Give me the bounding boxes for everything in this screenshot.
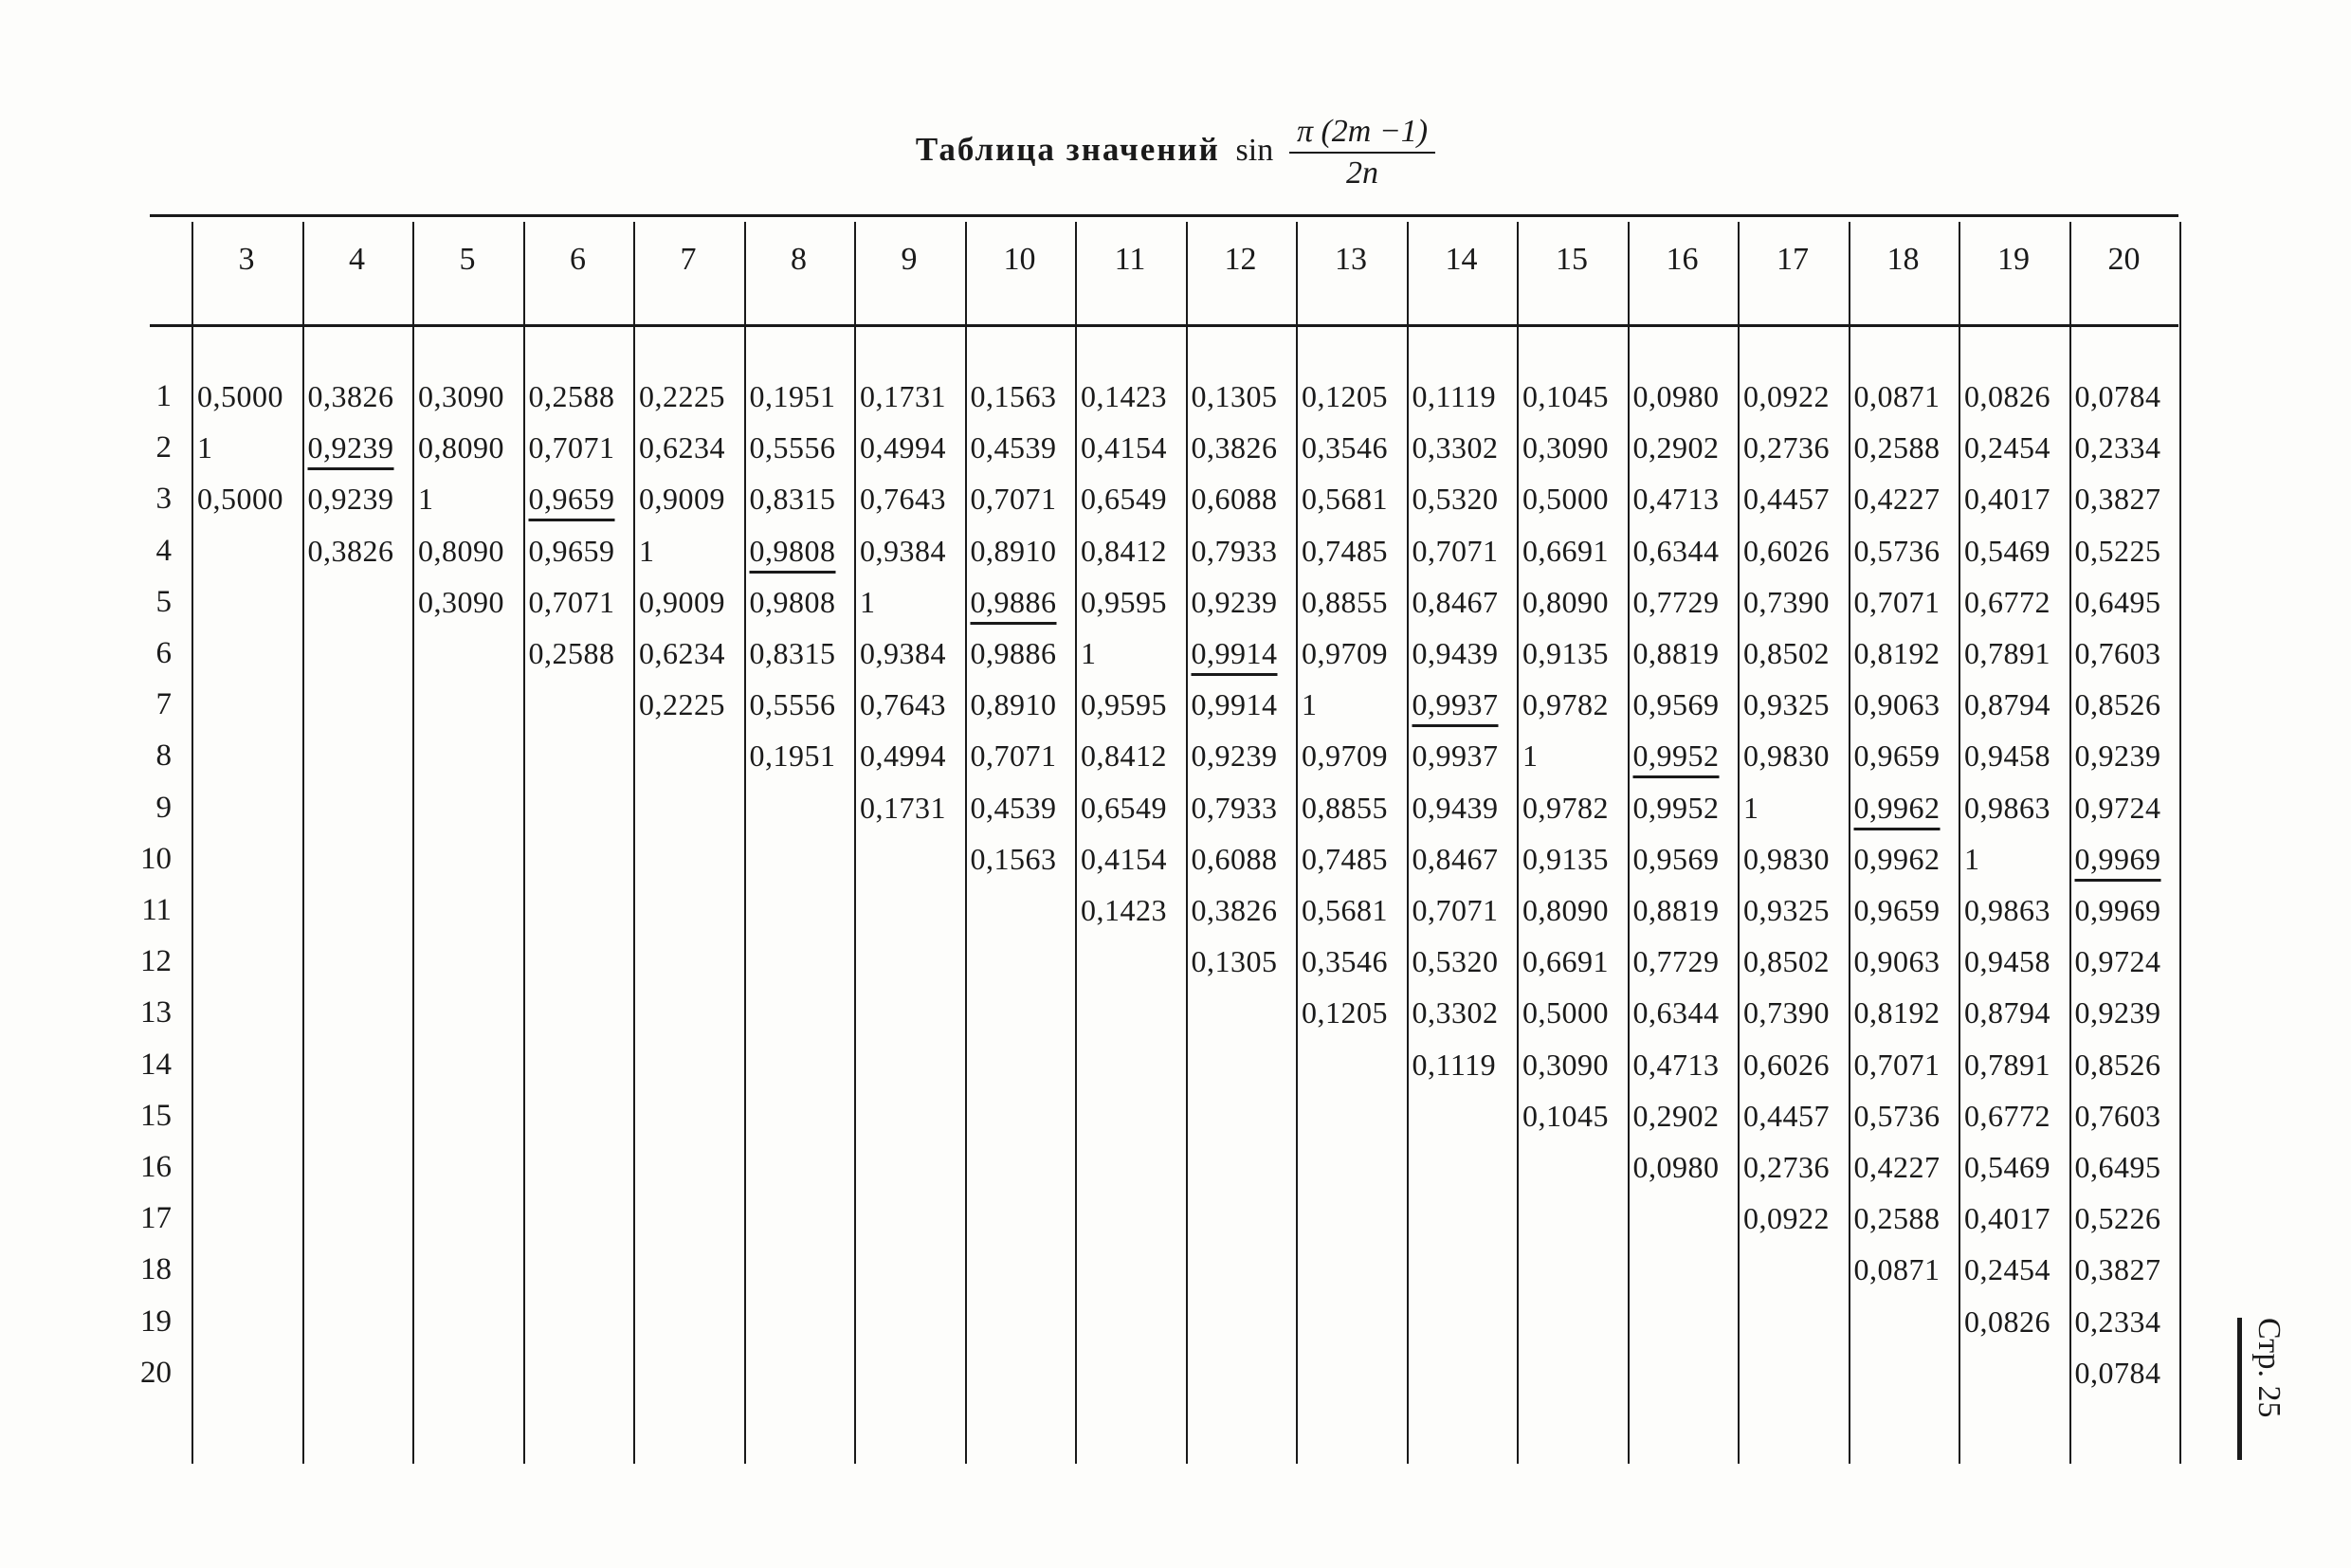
table-cell: 0,2334 — [2074, 1304, 2161, 1339]
table-cell: 0,7071 — [1412, 893, 1499, 927]
table-cell: 0,7933 — [1191, 533, 1278, 568]
table-cell: 0,8819 — [1632, 636, 1720, 670]
page-number-marker — [2237, 1318, 2294, 1460]
table-cell: 0,7390 — [1743, 995, 1830, 1030]
table-cell: 0,4227 — [1853, 1150, 1941, 1184]
table-cell: 0,1951 — [749, 379, 836, 413]
table-cell: 0,9659 — [1853, 738, 1941, 774]
table-cell: 0,0922 — [1743, 1201, 1830, 1236]
fraction-denominator: 2n — [1346, 155, 1379, 191]
table-cell: 0,1205 — [1302, 379, 1388, 413]
table-cell: 0,9439 — [1412, 790, 1499, 825]
table-cell: 0,6691 — [1522, 533, 1609, 568]
table-cell: 0,7603 — [2074, 1098, 2161, 1133]
table-cell: 0,5000 — [197, 482, 283, 517]
table-cell: 0,8855 — [1302, 584, 1388, 619]
table-top-rule — [150, 214, 2178, 217]
title-fraction — [1289, 114, 1435, 191]
table-cell: 0,8819 — [1632, 893, 1720, 927]
table-cell: 0,8467 — [1412, 841, 1499, 876]
table-cell: 0,0871 — [1853, 1252, 1941, 1287]
table-cell: 0,9724 — [2074, 790, 2161, 825]
table-cell: 0,4154 — [1081, 430, 1167, 465]
table-cell: 0,9937 — [1412, 687, 1499, 722]
table-cell: 0,9782 — [1522, 790, 1609, 825]
table-cell: 0,8090 — [418, 533, 504, 568]
table-cell: 0,5320 — [1412, 482, 1499, 517]
column-header-n-14: 14 — [1445, 242, 1478, 277]
row-label-m-4: 4 — [155, 533, 172, 568]
table-cell: 0,9969 — [2074, 893, 2161, 927]
table-cell: 0,8794 — [1964, 995, 2050, 1030]
table-cell: 0,7603 — [2074, 636, 2161, 670]
table-cell: 0,9569 — [1632, 687, 1720, 722]
table-cell: 1 — [1081, 636, 1097, 670]
table-cell: 0,1563 — [970, 379, 1057, 413]
column-header-n-11: 11 — [1114, 242, 1146, 277]
column-header-n-8: 8 — [791, 242, 807, 277]
table-cell: 0,4539 — [970, 430, 1057, 465]
table-cell: 0,8192 — [1853, 636, 1941, 670]
table-cell: 0,5681 — [1302, 482, 1388, 517]
table-cell: 0,9886 — [970, 636, 1057, 670]
row-label-m-17: 17 — [140, 1201, 172, 1236]
table-cell: 0,9239 — [2074, 995, 2161, 1030]
table-cell: 0,7485 — [1302, 841, 1388, 876]
table-cell: 0,7891 — [1964, 1047, 2050, 1082]
table-cell: 0,9569 — [1632, 841, 1720, 876]
row-label-m-16: 16 — [140, 1150, 172, 1184]
table-cell: 0,6691 — [1522, 944, 1609, 979]
table-cell: 0,6344 — [1632, 533, 1720, 568]
table-cell: 0,8467 — [1412, 584, 1499, 619]
table-cell: 0,8315 — [749, 482, 836, 517]
column-header-n-4: 4 — [349, 242, 365, 277]
table-cell: 0,2225 — [639, 687, 725, 722]
table-cell: 0,2588 — [528, 636, 615, 670]
table-cell: 0,8502 — [1743, 636, 1830, 670]
table-cell: 0,3826 — [307, 379, 394, 413]
table-cell: 0,9830 — [1743, 738, 1830, 774]
table-cell: 0,8412 — [1081, 738, 1167, 774]
table-cell: 0,9659 — [528, 533, 615, 568]
table-cell: 0,9595 — [1081, 584, 1167, 619]
table-cell: 0,1563 — [970, 841, 1057, 876]
row-label-m-2: 2 — [155, 430, 172, 465]
table-cell: 0,1423 — [1081, 893, 1167, 927]
table-cell: 0,0871 — [1853, 379, 1941, 413]
table-cell: 0,0980 — [1632, 1150, 1720, 1184]
title-text: Таблица значений — [915, 131, 1220, 169]
table-cell: 0,3302 — [1412, 430, 1499, 465]
table-cell: 0,2454 — [1964, 1252, 2050, 1287]
table-cell: 0,8412 — [1081, 533, 1167, 568]
column-header-n-20: 20 — [2107, 242, 2141, 277]
table-cell: 0,3826 — [1191, 430, 1278, 465]
table-cell: 0,9709 — [1302, 738, 1388, 774]
table-cell: 0,9135 — [1522, 841, 1609, 876]
table-cell: 0,9808 — [749, 584, 836, 619]
table-cell: 0,9914 — [1191, 636, 1278, 670]
table-cell: 0,1045 — [1522, 379, 1609, 413]
column-header-n-7: 7 — [680, 242, 697, 277]
table-cell: 0,5000 — [1522, 482, 1609, 517]
table-cell: 0,9709 — [1302, 636, 1388, 670]
table-cell: 0,9239 — [1191, 584, 1278, 619]
table-cell: 0,7071 — [528, 430, 615, 465]
table-cell: 0,9863 — [1964, 790, 2050, 825]
column-header-n-6: 6 — [570, 242, 586, 277]
table-cell: 0,4457 — [1743, 1098, 1830, 1133]
table-cell: 0,4017 — [1964, 482, 2050, 517]
table-cell: 0,6495 — [2074, 1150, 2161, 1184]
table-cell: 0,4994 — [860, 430, 946, 465]
table-cell: 0,2588 — [1853, 430, 1941, 465]
column-header-n-9: 9 — [901, 242, 918, 277]
table-cell: 0,6495 — [2074, 584, 2161, 619]
table-cell: 0,5469 — [1964, 1150, 2050, 1184]
table-cell: 0,8192 — [1853, 995, 1941, 1030]
table-cell: 1 — [1964, 841, 1980, 876]
table-cell: 0,2588 — [528, 379, 615, 413]
table-cell: 0,9969 — [2074, 841, 2161, 876]
table-cell: 0,0826 — [1964, 1304, 2050, 1339]
table-cell: 0,2334 — [2074, 430, 2161, 465]
table-cell: 0,7071 — [970, 738, 1057, 774]
table-cell: 0,1045 — [1522, 1098, 1609, 1133]
table-cell: 0,0784 — [2074, 379, 2161, 413]
table-cell: 0,6549 — [1081, 790, 1167, 825]
table-cell: 0,1423 — [1081, 379, 1167, 413]
table-cell: 0,8090 — [1522, 584, 1609, 619]
page-number: Стр. 25 — [2251, 1318, 2287, 1418]
table-cell: 0,9439 — [1412, 636, 1499, 670]
column-divider — [2179, 222, 2181, 1464]
table-cell: 0,7933 — [1191, 790, 1278, 825]
table-cell: 0,3546 — [1302, 430, 1388, 465]
table-cell: 0,7071 — [528, 584, 615, 619]
table-cell: 0,8526 — [2074, 1047, 2161, 1082]
row-label-m-1: 1 — [155, 379, 172, 413]
table-cell: 1 — [1743, 790, 1759, 825]
table-cell: 0,9458 — [1964, 944, 2050, 979]
table-cell: 0,1305 — [1191, 379, 1278, 413]
table-cell: 0,2902 — [1632, 1098, 1720, 1133]
row-label-m-12: 12 — [140, 944, 172, 979]
column-header-n-19: 19 — [1997, 242, 2030, 277]
table-cell: 0,6234 — [639, 636, 725, 670]
table-cell: 0,2225 — [639, 379, 725, 413]
table-cell: 0,5000 — [197, 379, 283, 413]
table-cell: 1 — [639, 533, 655, 568]
row-label-m-5: 5 — [155, 584, 172, 619]
column-header-n-13: 13 — [1335, 242, 1367, 277]
row-label-m-7: 7 — [155, 687, 172, 722]
table-cell: 0,0826 — [1964, 379, 2050, 413]
table-cell: 0,2736 — [1743, 1150, 1830, 1184]
table-cell: 0,8090 — [418, 430, 504, 465]
table-cell: 0,8526 — [2074, 687, 2161, 722]
table-cell: 0,7891 — [1964, 636, 2050, 670]
table-cell: 0,0784 — [2074, 1355, 2161, 1390]
table-cell: 0,5736 — [1853, 533, 1941, 568]
table-cell: 0,9937 — [1412, 738, 1499, 774]
table-cell: 0,8090 — [1522, 893, 1609, 927]
column-header-n-3: 3 — [238, 242, 255, 277]
table-cell: 0,7071 — [970, 482, 1057, 517]
table-cell: 0,5556 — [749, 687, 836, 722]
table-cell: 0,1731 — [860, 790, 946, 825]
row-label-m-11: 11 — [141, 893, 172, 927]
table-cell: 0,1119 — [1412, 379, 1497, 413]
table-cell: 0,4154 — [1081, 841, 1167, 876]
table-cell: 0,9239 — [307, 482, 394, 517]
table-cell: 0,1951 — [749, 738, 836, 774]
row-label-m-13: 13 — [140, 995, 172, 1030]
table-cell: 0,9952 — [1632, 790, 1720, 825]
table-cell: 0,6549 — [1081, 482, 1167, 517]
table-cell: 0,8794 — [1964, 687, 2050, 722]
table-cell: 0,7071 — [1853, 1047, 1941, 1082]
table-cell: 0,8502 — [1743, 944, 1830, 979]
table-cell: 0,7643 — [860, 482, 946, 517]
table-cell: 0,5225 — [2074, 533, 2161, 568]
table-cell: 0,1305 — [1191, 944, 1278, 979]
table-cell: 0,0980 — [1632, 379, 1720, 413]
table-cell: 0,7729 — [1632, 584, 1720, 619]
table-cell: 0,8910 — [970, 533, 1057, 568]
table-cell: 0,3826 — [1191, 893, 1278, 927]
table-cell: 0,2902 — [1632, 430, 1720, 465]
table-cell: 1 — [1522, 738, 1539, 774]
table-cell: 0,7071 — [1853, 584, 1941, 619]
column-header-n-15: 15 — [1556, 242, 1588, 277]
table-cell: 0,3826 — [307, 533, 394, 568]
table-cell: 0,9239 — [307, 430, 394, 465]
row-label-m-9: 9 — [155, 790, 172, 825]
table-cell: 0,9325 — [1743, 687, 1830, 722]
table-cell: 0,5681 — [1302, 893, 1388, 927]
table-cell: 0,9886 — [970, 584, 1057, 619]
table-cell: 0,9595 — [1081, 687, 1167, 722]
row-label-m-10: 10 — [140, 841, 172, 876]
table-cell: 0,1205 — [1302, 995, 1388, 1030]
table-cell: 0,9962 — [1853, 790, 1941, 825]
table-cell: 0,9239 — [2074, 738, 2161, 774]
table-cell: 0,4713 — [1632, 1047, 1720, 1082]
table-cell: 0,1731 — [860, 379, 946, 413]
column-header-n-18: 18 — [1886, 242, 1920, 277]
table-cell: 0,3090 — [418, 584, 504, 619]
column-header-n-17: 17 — [1777, 242, 1809, 277]
table-cell: 0,3090 — [1522, 1047, 1609, 1082]
row-label-m-6: 6 — [155, 636, 172, 670]
table-cell: 0,1119 — [1412, 1047, 1497, 1082]
table-cell: 0,9063 — [1853, 687, 1941, 722]
table-cell: 0,9863 — [1964, 893, 2050, 927]
table-cell: 0,4227 — [1853, 482, 1941, 517]
table-cell: 1 — [1302, 687, 1318, 722]
table-cell: 0,4994 — [860, 738, 946, 774]
fraction-numerator: π (2m −1) — [1289, 114, 1435, 154]
table-cell: 0,2736 — [1743, 430, 1830, 465]
table-cell: 1 — [860, 584, 876, 619]
table-cell: 0,4457 — [1743, 482, 1830, 517]
table-cell: 0,8315 — [749, 636, 836, 670]
table-cell: 0,9009 — [639, 584, 725, 619]
table-cell: 0,9952 — [1632, 738, 1720, 774]
table-cell: 0,9239 — [1191, 738, 1278, 774]
table-cell: 0,7390 — [1743, 584, 1830, 619]
row-label-m-15: 15 — [140, 1098, 172, 1133]
table-cell: 0,2454 — [1964, 430, 2050, 465]
table-cell: 0,9830 — [1743, 841, 1830, 876]
table-cell: 1 — [418, 482, 434, 517]
table-title — [0, 114, 2351, 191]
table-cell: 0,8910 — [970, 687, 1057, 722]
table-cell: 0,6344 — [1632, 995, 1720, 1030]
table-cell: 1 — [197, 430, 213, 465]
table-cell: 0,6088 — [1191, 841, 1278, 876]
table-cell: 0,9384 — [860, 533, 946, 568]
table-cell: 0,9063 — [1853, 944, 1941, 979]
table-cell: 0,3827 — [2074, 482, 2161, 517]
row-label-m-8: 8 — [155, 738, 172, 774]
table-cell: 0,6088 — [1191, 482, 1278, 517]
table-cell: 0,9914 — [1191, 687, 1278, 722]
table-cell: 0,9135 — [1522, 636, 1609, 670]
table-cell: 0,6026 — [1743, 1047, 1830, 1082]
table-cell: 0,6772 — [1964, 584, 2050, 619]
row-label-m-19: 19 — [140, 1304, 172, 1339]
table-cell: 0,5556 — [749, 430, 836, 465]
table-header-rule — [150, 324, 2178, 327]
table-cell: 0,4017 — [1964, 1201, 2050, 1236]
table-cell: 0,9724 — [2074, 944, 2161, 979]
table-cell: 0,9458 — [1964, 738, 2050, 774]
table-cell: 0,9962 — [1853, 841, 1941, 876]
column-header-n-12: 12 — [1224, 242, 1257, 277]
table-cell: 0,3090 — [1522, 430, 1609, 465]
table-cell: 0,4539 — [970, 790, 1057, 825]
table-cell: 0,7071 — [1412, 533, 1499, 568]
table-cell: 0,9659 — [1853, 893, 1941, 927]
table-cell: 0,9659 — [528, 482, 615, 517]
table-cell: 0,0922 — [1743, 379, 1830, 413]
table-cell: 0,7729 — [1632, 944, 1720, 979]
table-cell: 0,5226 — [2074, 1201, 2161, 1236]
table-cell: 0,3090 — [418, 379, 504, 413]
table-cell: 0,7485 — [1302, 533, 1388, 568]
table-cell: 0,3302 — [1412, 995, 1499, 1030]
column-header-n-10: 10 — [1003, 242, 1036, 277]
row-label-m-20: 20 — [140, 1355, 172, 1390]
table-cell: 0,5469 — [1964, 533, 2050, 568]
table-cell: 0,9325 — [1743, 893, 1830, 927]
table-cell: 0,4713 — [1632, 482, 1720, 517]
table-cell: 0,3827 — [2074, 1252, 2161, 1287]
column-header-n-16: 16 — [1666, 242, 1699, 277]
table-cell: 0,2588 — [1853, 1201, 1941, 1236]
table-cell: 0,8855 — [1302, 790, 1388, 825]
table-cell: 0,5000 — [1522, 995, 1609, 1030]
table-cell: 0,6772 — [1964, 1098, 2050, 1133]
title-function: sin — [1235, 133, 1274, 169]
column-header-n-5: 5 — [459, 242, 476, 277]
table-cell: 0,7643 — [860, 687, 946, 722]
row-label-m-14: 14 — [140, 1047, 172, 1082]
table-cell: 0,3546 — [1302, 944, 1388, 979]
table-cell: 0,6234 — [639, 430, 725, 465]
row-label-m-3: 3 — [155, 482, 172, 517]
table-cell: 0,9009 — [639, 482, 725, 517]
table-cell: 0,5736 — [1853, 1098, 1941, 1133]
table-cell: 0,9384 — [860, 636, 946, 670]
table-cell: 0,6026 — [1743, 533, 1830, 568]
table-cell: 0,9782 — [1522, 687, 1609, 722]
row-label-m-18: 18 — [140, 1252, 172, 1287]
page-marker-bar — [2237, 1318, 2242, 1460]
table-cell: 0,9808 — [749, 533, 836, 568]
table-cell: 0,5320 — [1412, 944, 1499, 979]
